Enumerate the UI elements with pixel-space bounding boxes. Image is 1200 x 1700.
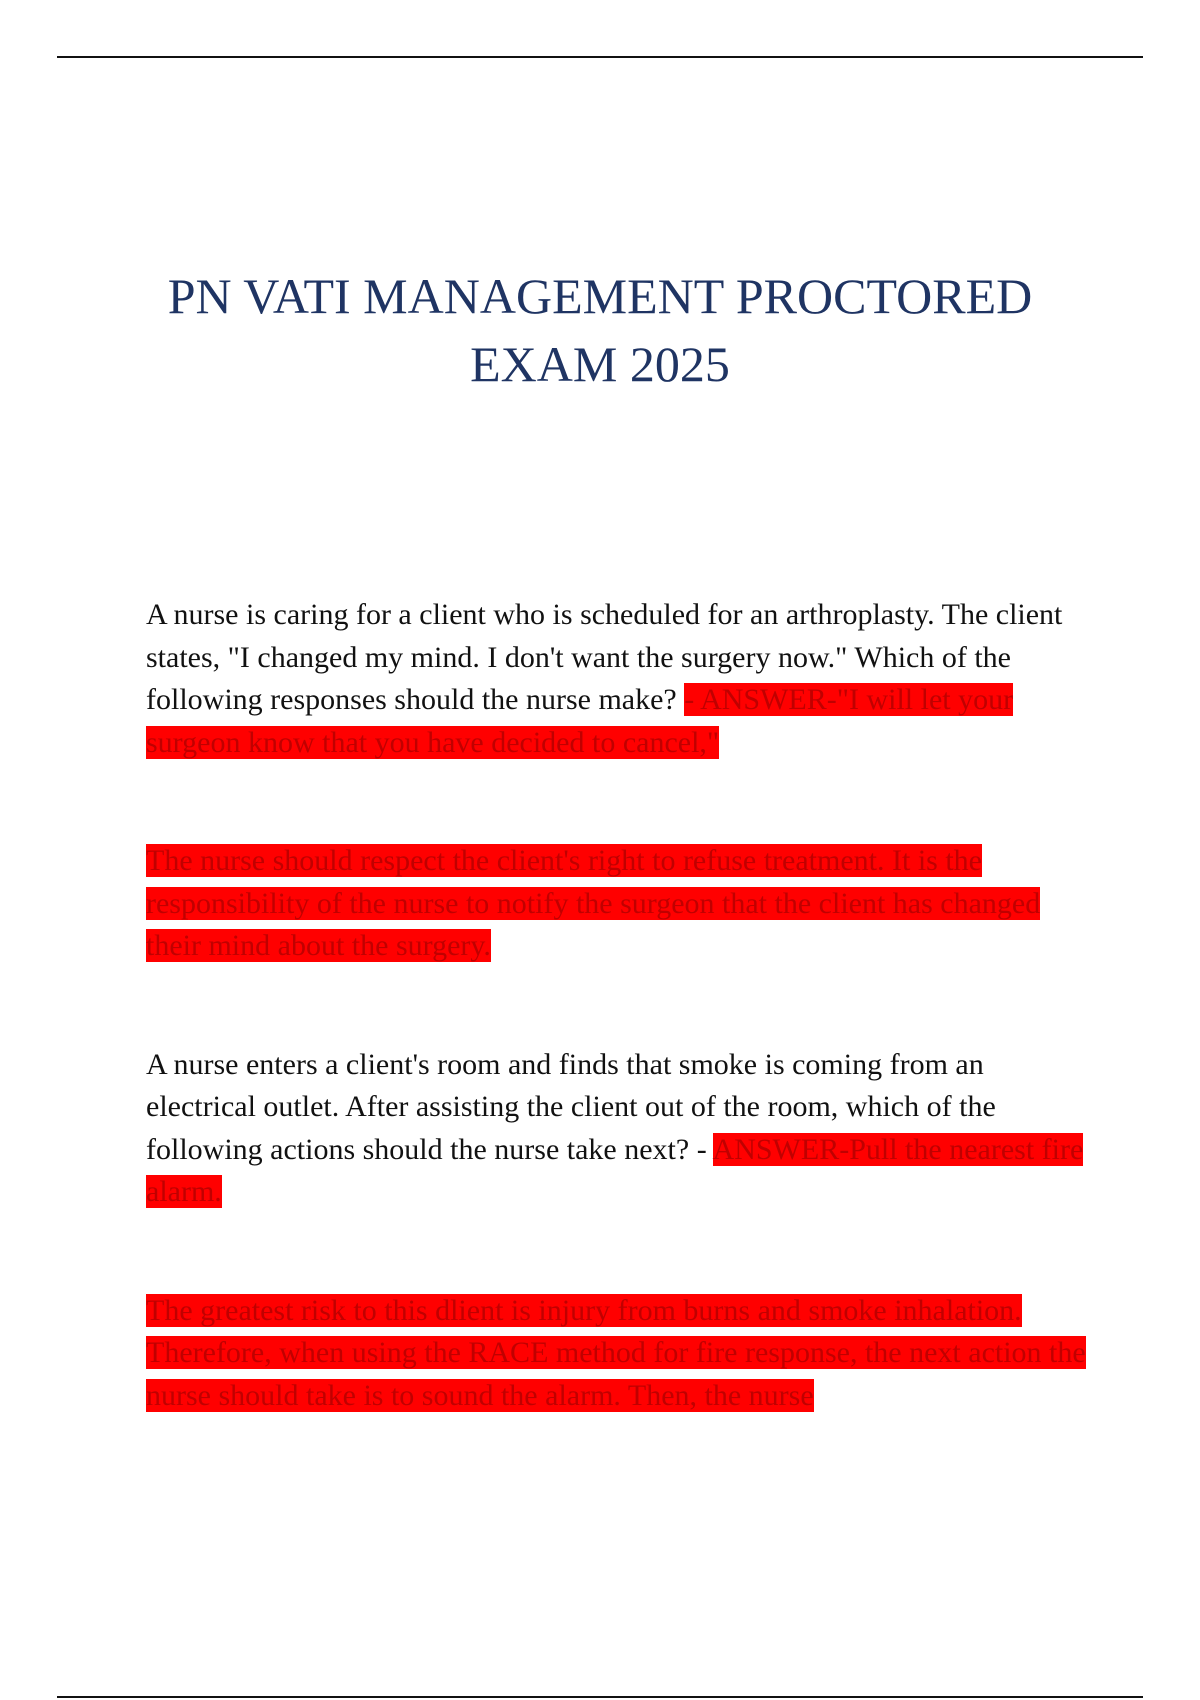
spacer <box>146 1214 1086 1290</box>
question-1-text: A nurse is caring for a client who is scheduled for an arthroplasty. The client states, "I changed my mind. I don't want the surgery now." Which of the following responses should the nurse make? <box>146 598 1063 716</box>
answer-2-highlight: ANSWER-Pull the nearest fire alarm. <box>146 1132 1084 1208</box>
spacer <box>146 764 1086 840</box>
question-1 <box>146 594 1086 764</box>
title-line-2: EXAM 2025 <box>470 336 730 392</box>
bottom-rule <box>57 1696 1143 1698</box>
spacer <box>146 968 1086 1044</box>
top-rule <box>57 56 1143 58</box>
document-body <box>146 594 1086 1417</box>
rationale-2-highlight: The greatest risk to this dlient is injury from burns and smoke inhalation. Therefore, when using the RACE method for fire response, the next action the nurse should take is to sound the alarm. Then, the nurse <box>146 1293 1086 1412</box>
rationale-1-highlight: The nurse should respect the client's right to refuse treatment. It is the responsibility of the nurse to notify the surgeon that the client has changed their mind about the surgery. <box>146 844 1041 962</box>
question-2-text: A nurse enters a client's room and finds that smoke is coming from an electrical outlet. After assisting the client out of the room, which of the following actions should the nurse take next? - <box>146 1047 996 1166</box>
question-2 <box>146 1044 1086 1214</box>
document-title <box>100 262 1100 398</box>
answer-1-highlight: - ANSWER-"I will let your surgeon know that you have decided to cancel," <box>146 683 1014 759</box>
rationale-1 <box>146 840 1086 968</box>
title-line-1: PN VATI MANAGEMENT PROCTORED <box>167 268 1033 324</box>
rationale-2 <box>146 1290 1086 1418</box>
